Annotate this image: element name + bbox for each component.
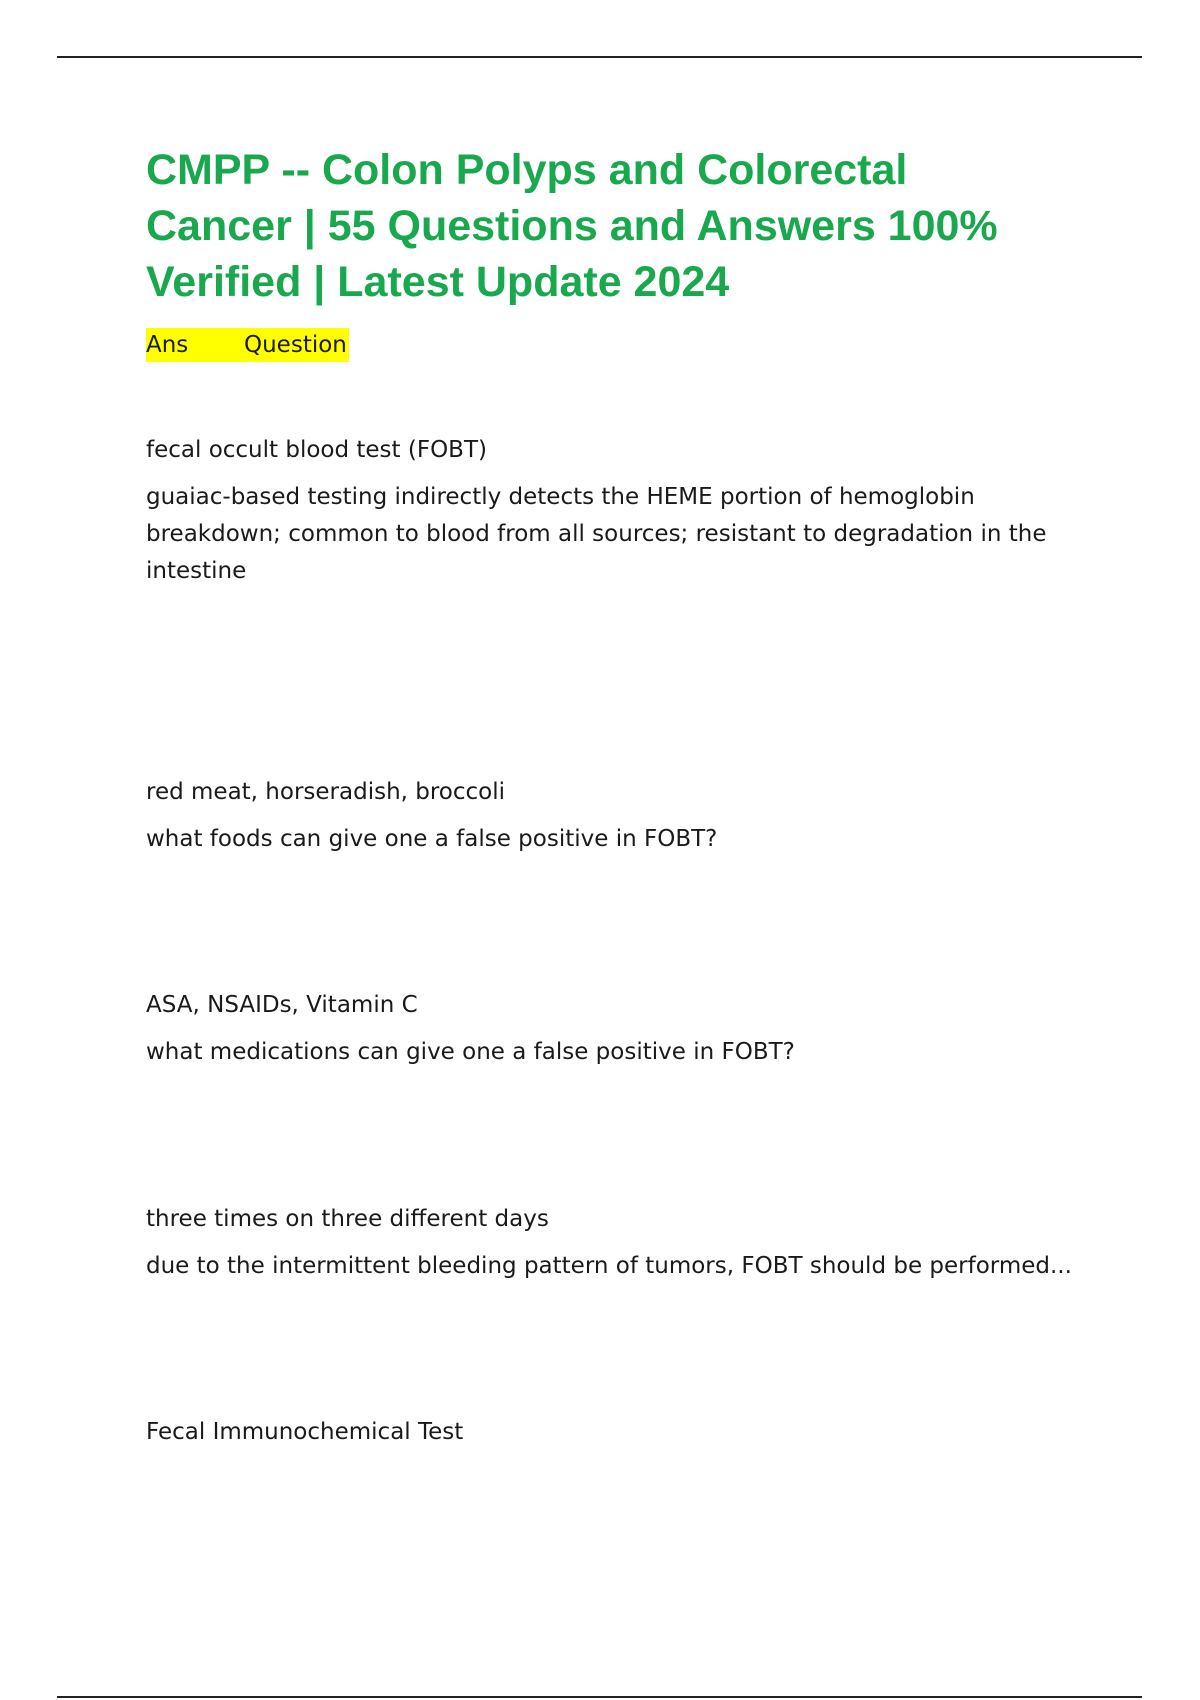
qa-item — [146, 435, 1106, 590]
document-title: CMPP -- Colon Polyps and Colorectal Cancer | 55 Questions and Answers 100% Verified | Latest Update 2024 — [146, 146, 998, 306]
top-rule — [57, 56, 1142, 58]
legend-question-label: Question — [244, 332, 347, 358]
qa-item — [146, 777, 1106, 858]
answer-text: Fecal Immunochemical Test — [146, 1419, 464, 1445]
answer-text: fecal occult blood test (FOBT) — [146, 437, 487, 463]
answer-text: three times on three different days — [146, 1206, 549, 1232]
answer-text: ASA, NSAIDs, Vitamin C — [146, 992, 418, 1018]
qa-item — [146, 990, 1106, 1071]
bottom-rule — [57, 1696, 1142, 1698]
legend-ans-label: Ans — [146, 332, 189, 358]
ans-question-legend — [146, 328, 349, 362]
qa-item — [146, 1204, 1106, 1285]
question-text: what medications can give one a false positive in FOBT? — [146, 1039, 795, 1065]
qa-item — [146, 1417, 1106, 1447]
answer-text: red meat, horseradish, broccoli — [146, 779, 506, 805]
question-text: what foods can give one a false positive in FOBT? — [146, 826, 718, 852]
question-text: guaiac-based testing indirectly detects the HEME portion of hemoglobin breakdown; common to blood from all sources; resistant to degradation in the intestine — [146, 484, 1047, 584]
question-text: due to the intermittent bleeding pattern of tumors, FOBT should be performed... — [146, 1253, 1072, 1279]
